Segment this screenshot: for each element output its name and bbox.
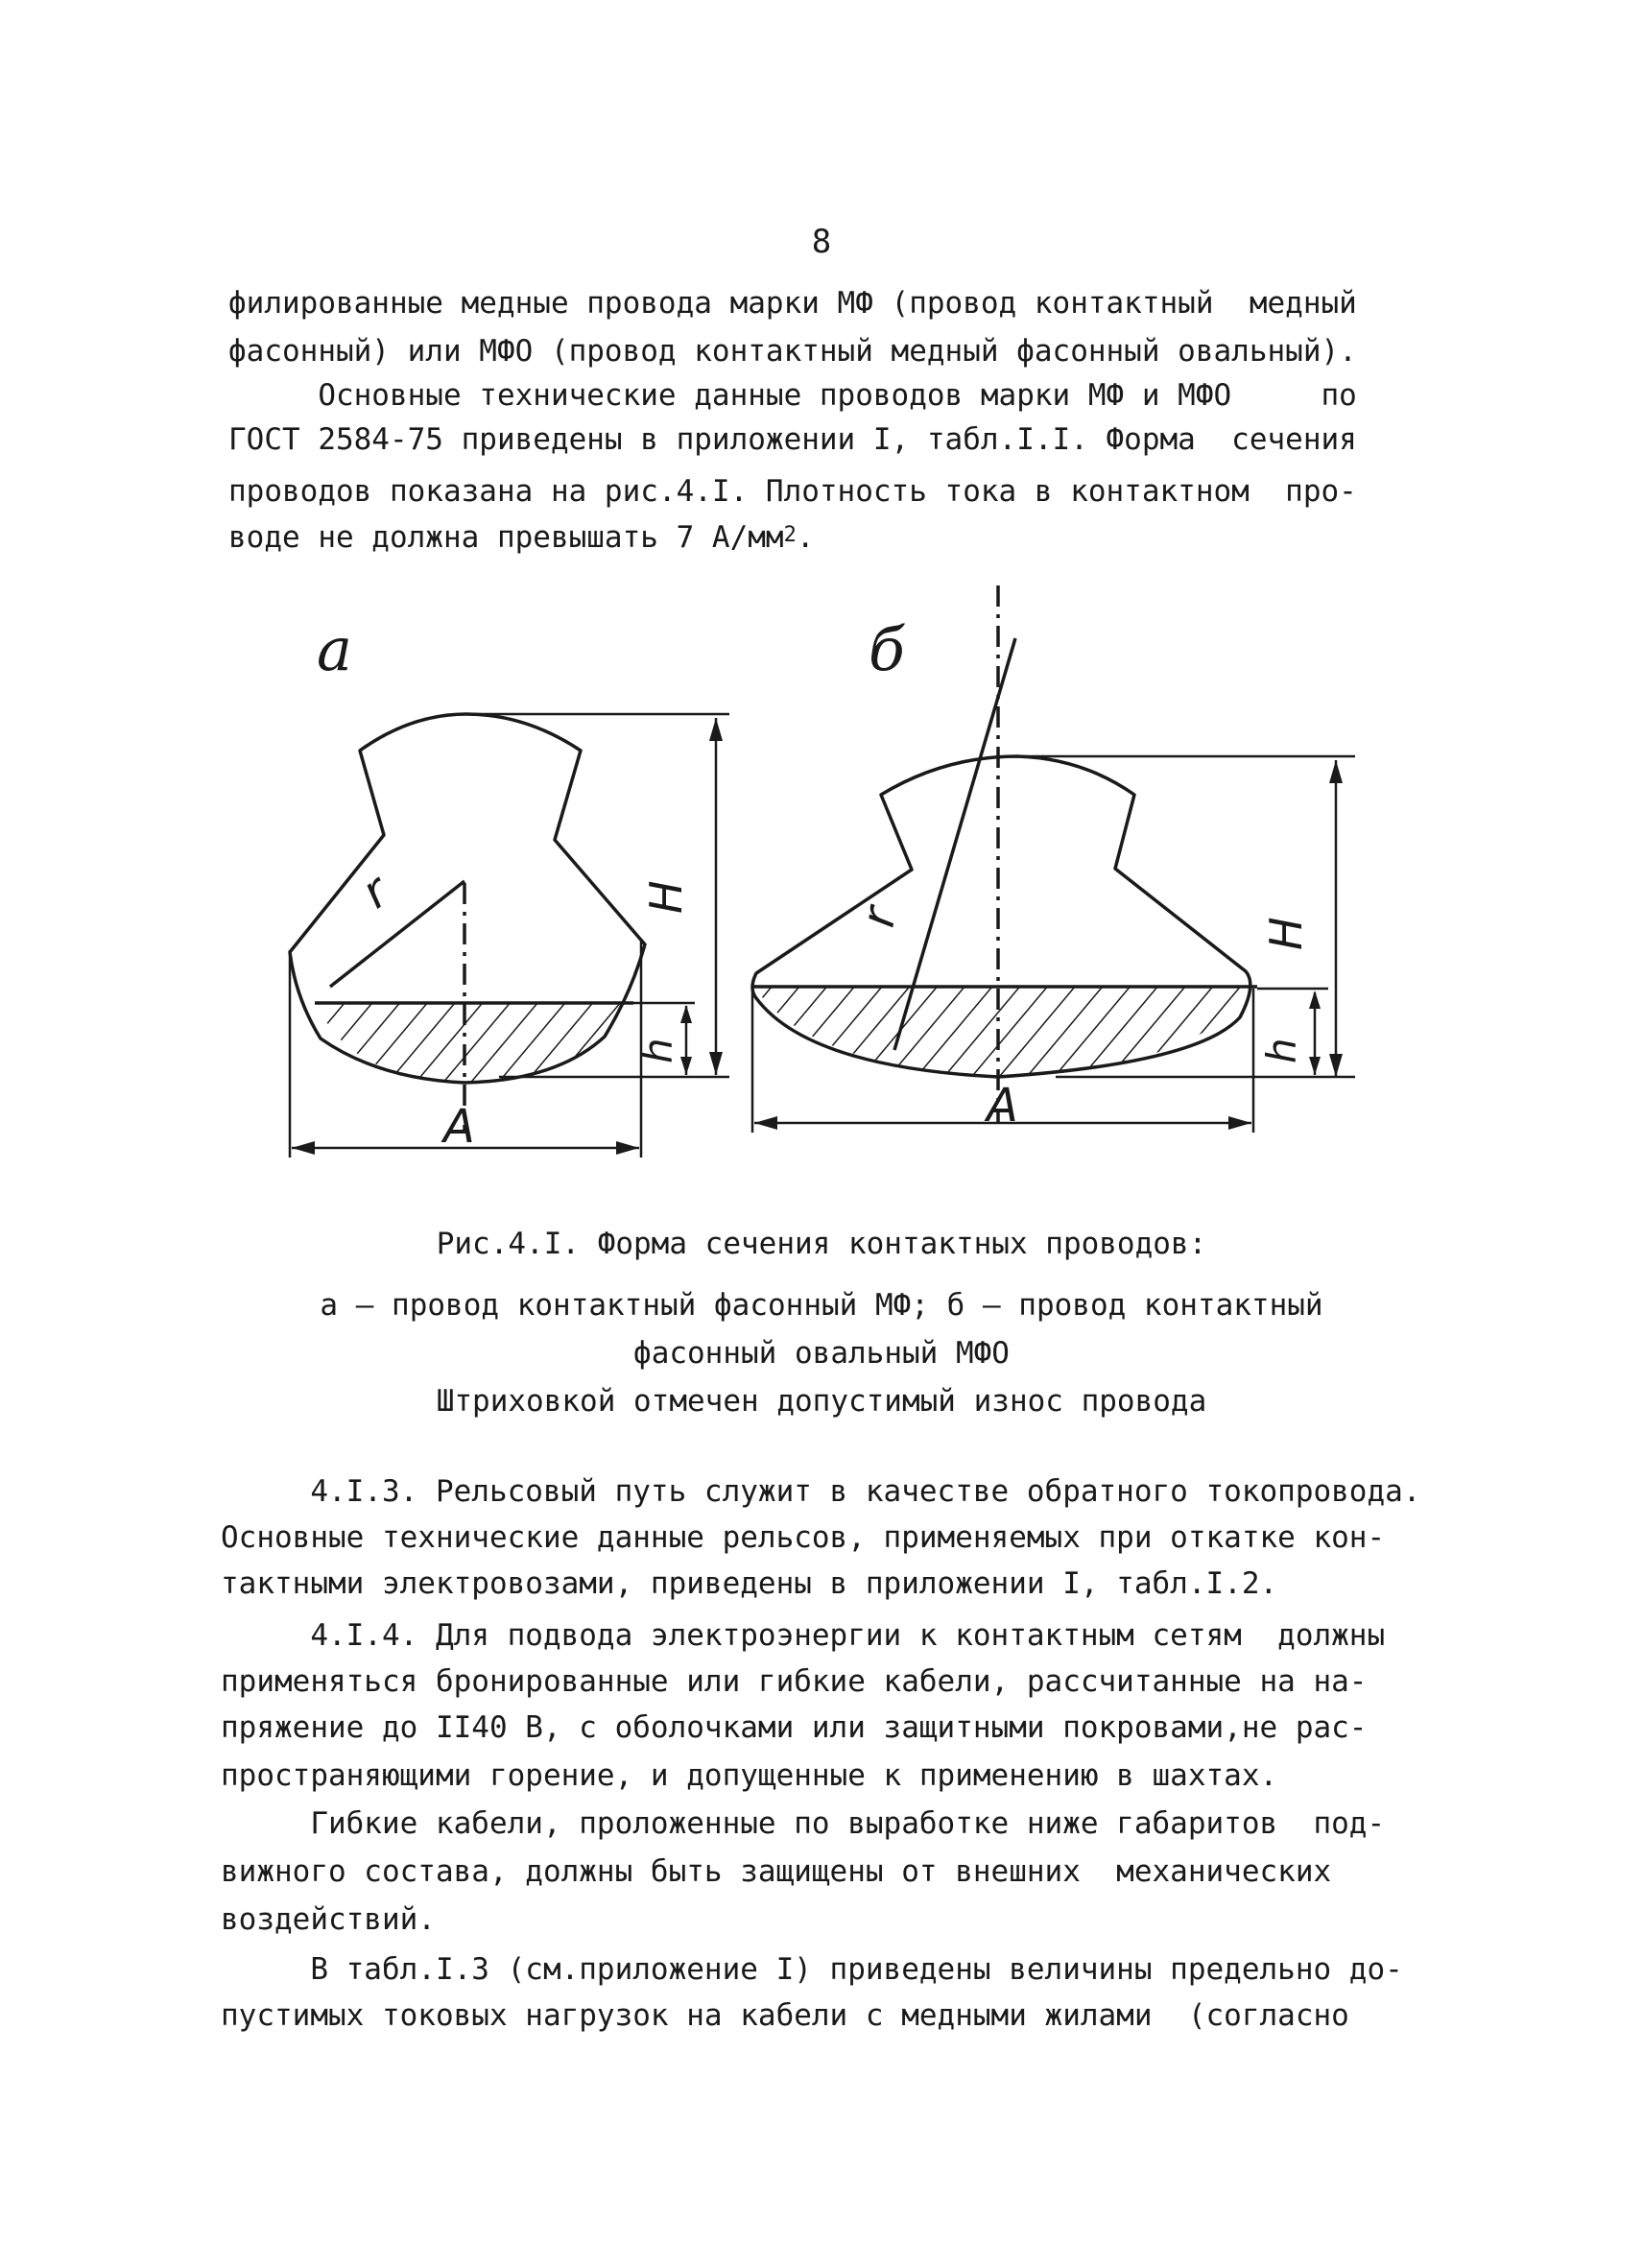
body-line-8: Гибкие кабели, проложенные по выработке ниже габаритов под- [221, 1806, 1386, 1841]
dim-H-label-a: H [640, 880, 692, 914]
body-line-4: 4.I.4. Для подвода электроэнергии к контактным сетям должны [221, 1618, 1386, 1653]
body-line-1: 4.I.3. Рельсовый путь служит в качестве обратного токопровода. [221, 1474, 1421, 1509]
intro-line-6-text: воде не должна превышать 7 А/мм [228, 520, 784, 555]
superscript-2: 2 [783, 523, 797, 547]
arrow-small-h-top-a [680, 1005, 692, 1023]
figure-caption-title: Рис.4.I. Форма сечения контактных проводов: [436, 1227, 1207, 1261]
arrow-a-right [616, 1141, 639, 1155]
dim-r-label-b: r [850, 902, 908, 932]
dim-h-label-b: h [1258, 1038, 1305, 1063]
figure-caption-line-3: Штриховкой отмечен допустимый износ провода [436, 1384, 1207, 1419]
page-number: 8 [811, 223, 832, 261]
intro-line-4: ГОСТ 2584-75 приведены в приложении I, табл.I.I. Форма сечения [228, 422, 1357, 457]
intro-line-1: филированные медные провода марки МФ (провод контактный медный [228, 286, 1357, 321]
intro-line-2: фасонный) или МФО (провод контактный медный фасонный овальный). [228, 334, 1357, 369]
arrow-small-h-bot-b [1309, 1057, 1321, 1075]
body-line-6: пряжение до II40 В, с оболочками или защитными покровами,не рас- [221, 1710, 1368, 1745]
dim-A-label-b: A [987, 1079, 1018, 1133]
arrow-a-right-b [1228, 1116, 1251, 1130]
intro-line-5: проводов показана на рис.4.I. Плотность тока в контактном про- [228, 474, 1357, 509]
figure-label-a: а [317, 614, 352, 684]
body-line-12: пустимых токовых нагрузок на кабели с медными жилами (согласно [221, 1998, 1349, 2033]
intro-line-3: Основные технические данные проводов марки МФ и МФО по [228, 378, 1357, 413]
body-line-5: применяться бронированные или гибкие кабели, рассчитанные на на- [221, 1664, 1368, 1699]
arrow-small-h-top-b [1309, 991, 1321, 1009]
figure-caption-line-2: фасонный овальный МФО [633, 1336, 1010, 1371]
body-line-9: вижного состава, должны быть защищены от внешних механических [221, 1854, 1332, 1889]
arrow-h-top-a [709, 718, 723, 741]
arrow-h-bot-b [1329, 1054, 1343, 1077]
body-line-3: тактными электровозами, приведены в приложении I, табл.I.2. [221, 1566, 1278, 1601]
intro-line-6-end: . [796, 520, 815, 555]
arrow-h-bot-a [709, 1052, 723, 1075]
body-line-2: Основные технические данные рельсов, применяемых при откатке кон- [221, 1520, 1386, 1555]
dim-H-label-b: H [1260, 917, 1312, 950]
radius-line-a [330, 881, 464, 987]
arrow-a-left [292, 1141, 315, 1155]
body-line-11: В табл.I.3 (см.приложение I) приведены величины предельно до- [221, 1952, 1403, 1987]
arrow-a-left-b [754, 1116, 777, 1130]
dim-r-label-a: r [351, 864, 399, 919]
dim-h-label-a: h [634, 1038, 681, 1063]
profile-a [288, 714, 729, 1158]
wear-zone-b [749, 983, 1267, 1084]
arrow-small-h-bot-a [680, 1057, 692, 1075]
figure-label-b: б [869, 614, 905, 684]
dim-A-label-a: A [443, 1100, 475, 1154]
body-line-7: пространяющими горение, и допущенные к применению в шахтах. [221, 1758, 1278, 1793]
body-line-10: воздействий. [221, 1902, 436, 1937]
arrow-h-top-b [1329, 760, 1343, 783]
figure-caption-line-1: а – провод контактный фасонный МФ; б – провод контактный [320, 1288, 1323, 1323]
